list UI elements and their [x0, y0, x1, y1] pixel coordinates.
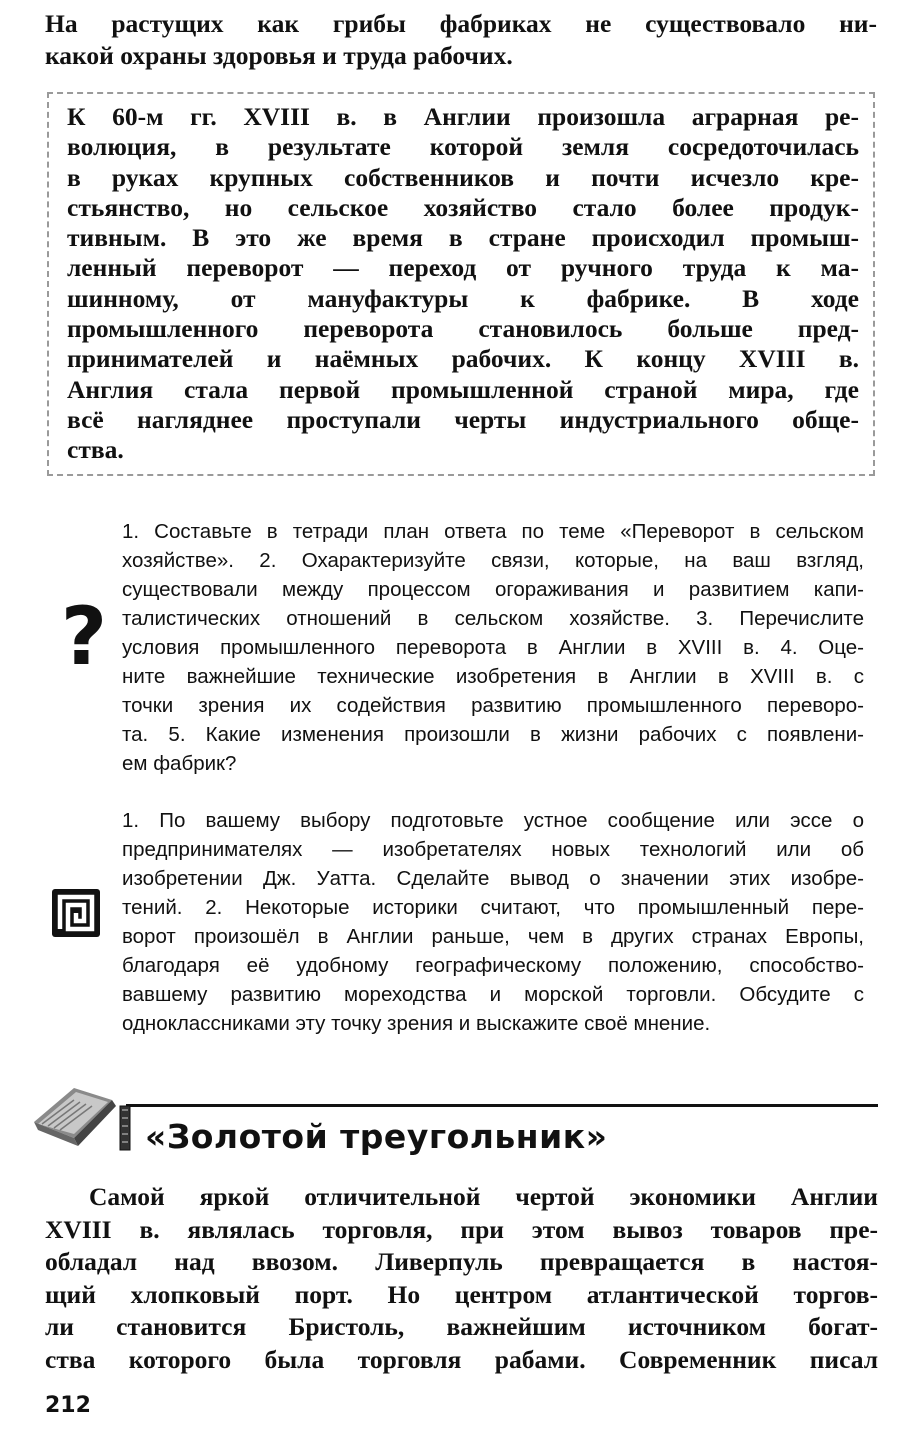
page-number: 212 — [45, 1393, 91, 1418]
final-line: Самой яркой отличительной чертой экономики Англии — [89, 1182, 878, 1211]
summary-line: стьянство, но сельское хозяйство стало более продук- — [67, 192, 859, 222]
question-line: точки зрения их содействия развитию промышленного переворо- — [122, 694, 864, 717]
intro-line: На растущих как грибы фабриках не существовало ни- — [45, 9, 877, 38]
final-line: ли становится Бристоль, важнейшим источником богат- — [45, 1312, 878, 1341]
questions-list — [122, 517, 864, 778]
summary-line: промышленного переворота становилось больше пред- — [67, 314, 859, 344]
question-line: ните важнейшие технические изобретения в Англии в XVIII в. с — [122, 665, 864, 688]
summary-line: ства. — [67, 435, 124, 465]
intro-paragraph — [45, 8, 877, 72]
question-line: ем фабрик? — [122, 752, 237, 775]
question-line: 1. Составьте в тетради план ответа по теме «Переворот в сельском — [122, 520, 864, 543]
question-line: существовали между процессом огораживания и развитием капи- — [122, 578, 864, 601]
summary-line: принимателей и наёмных рабочих. К концу XVIII в. — [67, 344, 859, 374]
final-paragraph — [45, 1181, 878, 1376]
question-line: хозяйстве». 2. Охарактеризуйте связи, которые, на ваш взгляд, — [122, 549, 864, 572]
task-line: благодаря её удобному географическому положению, способство- — [122, 954, 864, 977]
summary-line: ленный переворот — переход от ручного труда к ма- — [67, 253, 859, 283]
final-line: ства которого была торговля рабами. Современник писал — [45, 1344, 878, 1374]
task-line: 1. По вашему выбору подготовьте устное сообщение или эссе о — [122, 809, 864, 832]
task-line: одноклассниками эту точку зрения и выскажите своё мнение. — [122, 1012, 711, 1035]
summary-line: тивным. В это же время в стране происходил промыш- — [67, 223, 859, 253]
task-line: предпринимателях — изобретателях новых технологий или об — [122, 838, 864, 861]
task-line: изобретении Дж. Уатта. Сделайте вывод о значении этих изобре- — [122, 867, 864, 890]
summary-line: шинному, от мануфактуры к фабрике. В ходе — [67, 283, 859, 313]
final-line: щий хлопковый порт. Но центром атлантической торгов- — [45, 1279, 878, 1309]
final-line: XVIII в. являлась торговля, при этом вывоз товаров пре- — [45, 1214, 878, 1244]
question-line: талистических отношений в сельском хозяйстве. 3. Перечислите — [122, 607, 864, 630]
section-rule — [126, 1104, 878, 1107]
task-line: ворот произошёл в Англии раньше, чем в других странах Европы, — [122, 925, 864, 948]
tasks-list — [122, 806, 864, 1038]
question-line: условия промышленного переворота в Англии в XVIII в. 4. Оце- — [122, 636, 864, 659]
summary-line: К 60-м гг. XVIII в. в Англии произошла аграрная ре- — [67, 102, 859, 131]
summary-paragraph — [67, 102, 859, 466]
summary-line: Англия стала первой промышленной страной мира, где — [67, 374, 859, 404]
summary-line: волюция, в результате которой земля сосредоточилась — [67, 132, 859, 162]
task-line: вавшему развитию мореходства и морской торговли. Обсудите с — [122, 983, 864, 1006]
question-mark-icon: ? — [60, 590, 108, 683]
open-book-icon — [28, 1080, 132, 1160]
summary-line: в руках крупных собственников и почти исчезло кре- — [67, 162, 859, 192]
summary-line: всё нагляднее проступали черты индустриального обще- — [67, 404, 859, 434]
final-line: обладал над ввозом. Ливерпуль превращается в настоя- — [45, 1247, 878, 1276]
intro-line: какой охраны здоровья и труда рабочих. — [45, 41, 513, 70]
meander-spiral-icon — [50, 887, 102, 939]
section-title: «Золотой треугольник» — [145, 1117, 608, 1156]
question-line: та. 5. Какие изменения произошли в жизни рабочих с появлени- — [122, 723, 864, 746]
task-line: тений. 2. Некоторые историки считают, что промышленный пере- — [122, 896, 864, 919]
